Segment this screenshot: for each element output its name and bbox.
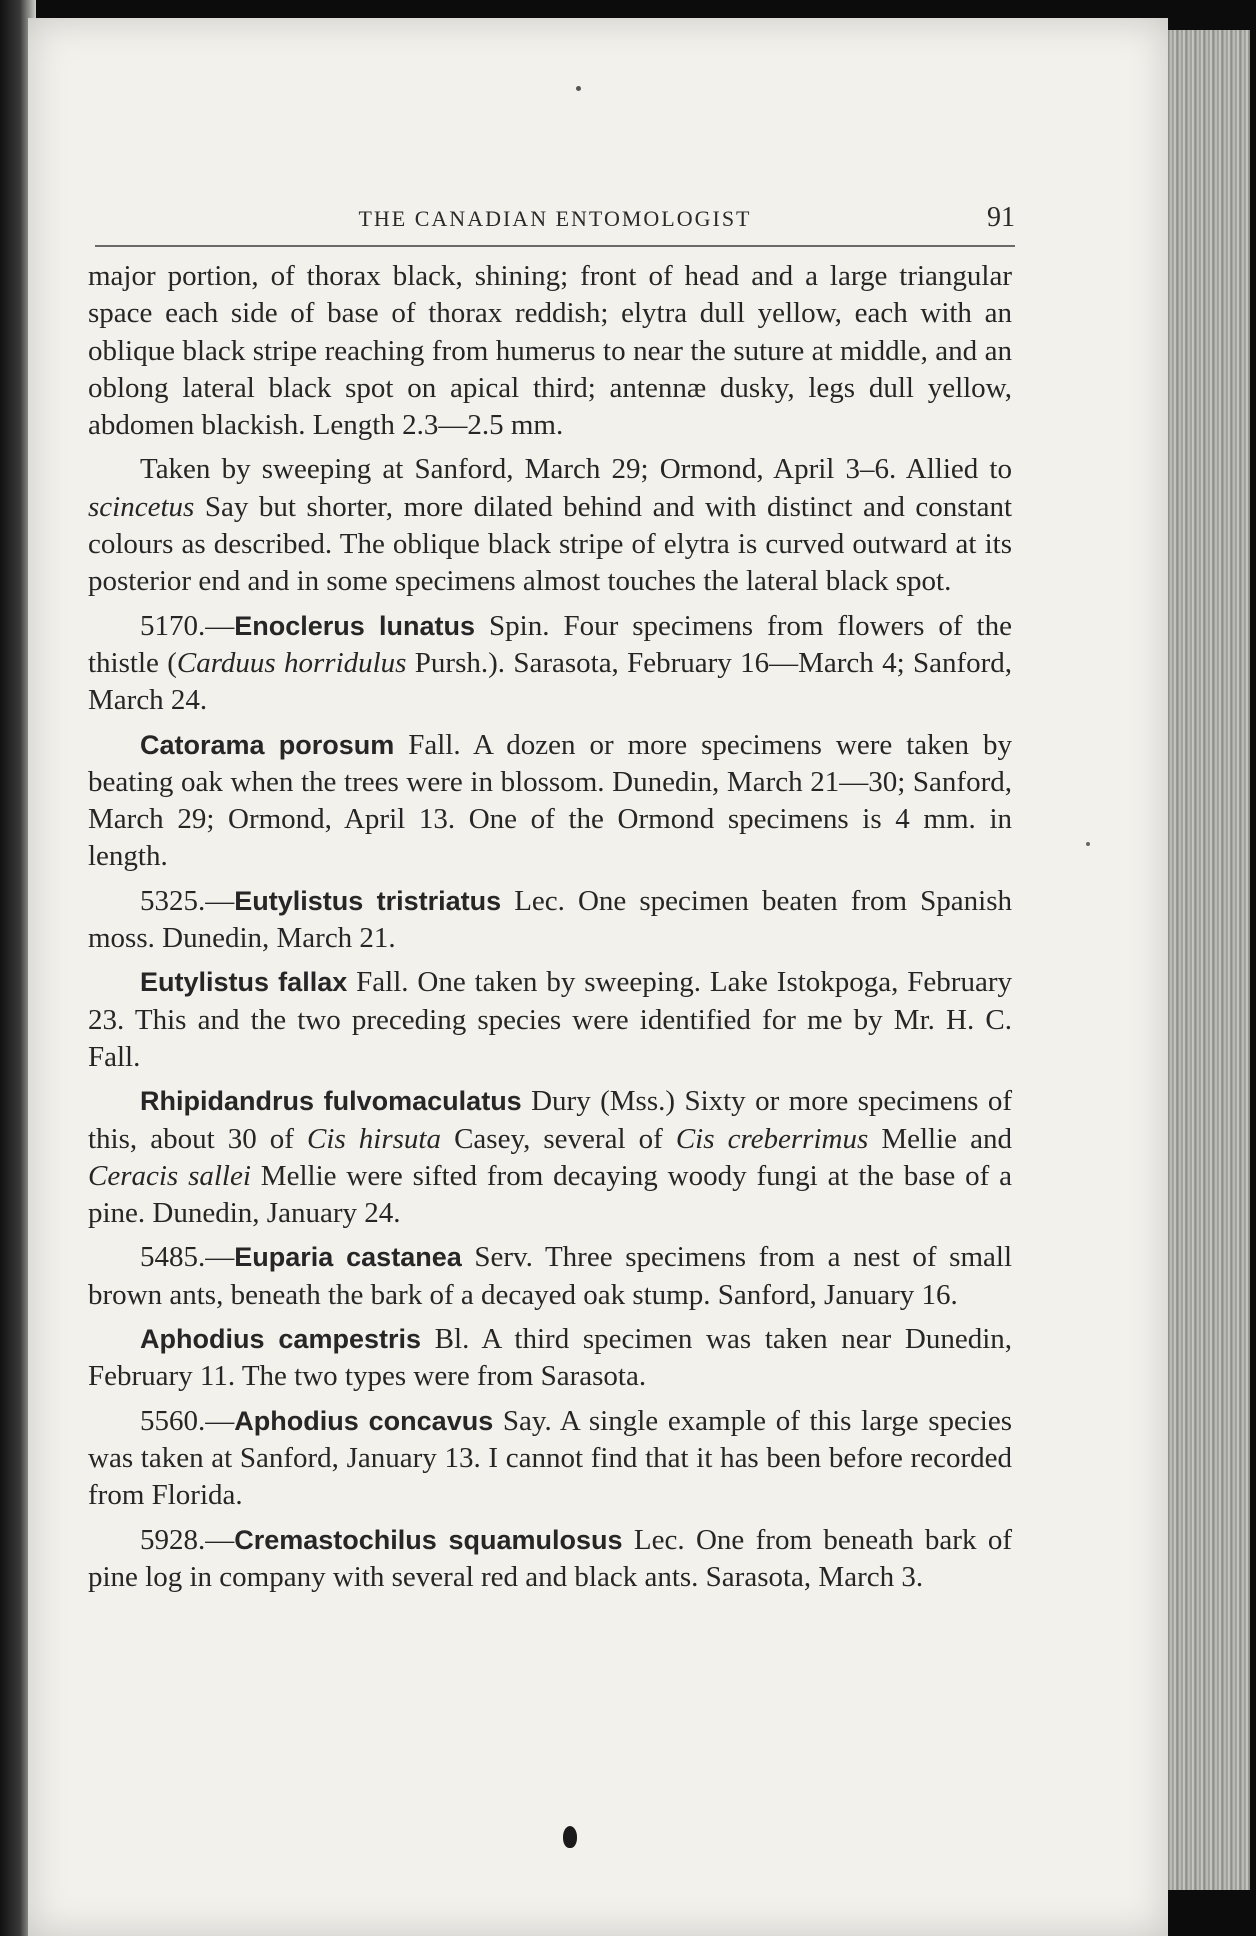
running-head: [95, 202, 1015, 242]
ink-mark: [563, 1826, 577, 1848]
paragraph: [88, 258, 1012, 444]
species-name: Eutylistus tristriatus: [234, 885, 502, 916]
text-run: 5325.—: [140, 884, 235, 917]
species-name: Enoclerus lunatus: [234, 610, 476, 641]
species-name: Catorama porosum: [140, 729, 395, 760]
paragraph: [88, 1522, 1012, 1597]
paragraph: [88, 883, 1012, 958]
text-run: Casey, several of: [441, 1122, 676, 1155]
paragraph: [88, 1083, 1012, 1232]
text-run: Fall. A dozen or more specimens were taken by beating oak when the trees were in blossom. Dunedin, March 21—30; Sanford, March 29; Ormond, April 13. One of the Ormond specimens is 4 mm. in length.: [88, 728, 1012, 873]
text-run: Mellie were sifted from decaying woody fungi at the base of a pine. Dunedin, January 24.: [88, 1159, 1012, 1230]
italic-name: Cis hirsuta: [307, 1122, 441, 1155]
italic-name: Ceracis sallei: [88, 1159, 251, 1192]
text-run: Spin. Four specimens from flowers of the thistle (: [88, 609, 1012, 679]
text-run: Taken by sweeping at Sanford, March 29; Ormond, April 3–6. Allied to: [140, 453, 1012, 486]
text-run: Dury (Mss.) Sixty or more specimens of this, about 30 of: [88, 1085, 1012, 1155]
species-name: Eutylistus fallax: [140, 967, 348, 998]
page-edges: [1168, 30, 1250, 1890]
text-run: 5170.—: [140, 609, 235, 642]
speck: [576, 86, 581, 91]
paragraph: [88, 451, 1012, 600]
text-run: major portion, of thorax black, shining; front of head and a large triangular space each side of base of thorax reddish; elytra dull yellow, each with an oblique black stripe reaching from humerus to near the suture at middle, and an oblong lateral black spot on apical third; antennæ dusky, legs dull yellow, abdomen blackish. Length 2.3—2.5 mm.: [88, 260, 1012, 442]
text-run: Pursh.). Sarasota, February 16—March 4; Sanford, March 24.: [88, 646, 1013, 717]
paragraph: [88, 727, 1012, 876]
italic-name: Carduus horridulus: [176, 646, 407, 679]
paragraph: [88, 1403, 1012, 1515]
text-run: Lec. One specimen beaten from Spanish moss. Dunedin, March 21.: [88, 884, 1012, 955]
speck: [1086, 842, 1090, 846]
italic-name: scincetus: [88, 490, 195, 523]
text-run: Say but shorter, more dilated behind and with distinct and constant colours as described. The oblique black stripe of elytra is curved outward at its posterior end and in some specimens almost touches the lateral black spot.: [88, 490, 1012, 598]
italic-name: Cis creberrimus: [675, 1122, 869, 1155]
text-run: Fall. One taken by sweeping. Lake Istokpoga, February 23. This and the two preceding species were identified for me by Mr. H. C. Fall.: [88, 966, 1012, 1073]
text-run: 5560.—: [140, 1404, 235, 1437]
text-run: Mellie and: [868, 1122, 1012, 1155]
text-run: Serv. Three specimens from a nest of small brown ants, beneath the bark of a decayed oak stump. Sanford, January 16.: [88, 1241, 1012, 1311]
text-run: Say. A single example of this large species was taken at Sanford, January 13. I cannot find that it has been before recorded from Florida.: [88, 1404, 1012, 1512]
body-text: [88, 258, 1012, 1603]
text-run: Lec. One from beneath bark of pine log in company with several red and black ants. Sarasota, March 3.: [88, 1523, 1012, 1593]
paragraph: [88, 964, 1012, 1076]
page-number: 91: [987, 202, 1015, 233]
species-name: Aphodius concavus: [234, 1405, 494, 1436]
species-name: Rhipidandrus fulvomaculatus: [140, 1086, 522, 1117]
paragraph: [88, 1239, 1012, 1314]
text-run: 5485.—: [140, 1241, 235, 1274]
species-name: Euparia castanea: [234, 1242, 462, 1273]
paragraph: [88, 608, 1012, 720]
paragraph: [88, 1321, 1012, 1396]
text-run: 5928.—: [140, 1523, 235, 1556]
header-rule: [95, 245, 1015, 247]
species-name: Cremastochilus squamulosus: [234, 1524, 623, 1555]
species-name: Aphodius campestris: [140, 1324, 421, 1355]
text-run: Bl. A third specimen was taken near Dunedin, February 11. The two types were from Sarasota.: [88, 1323, 1013, 1393]
journal-title: THE CANADIAN ENTOMOLOGIST: [358, 206, 752, 231]
